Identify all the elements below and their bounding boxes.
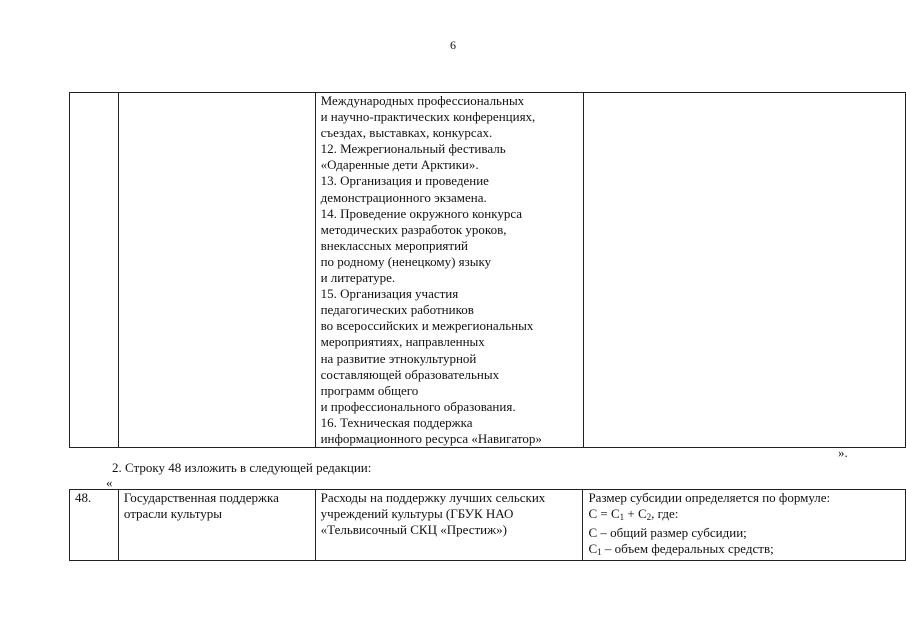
continuation-table bbox=[69, 92, 906, 448]
activity-line: и литературе. bbox=[320, 270, 396, 286]
activity-line: на развитие этнокультурной bbox=[320, 350, 477, 366]
row-number: 48. bbox=[70, 490, 119, 561]
activity-line: 15. Организация участия bbox=[320, 286, 459, 302]
row-expense-line: «Тельвисочный СКЦ «Престиж») bbox=[320, 522, 507, 538]
activity-line: 13. Организация и проведение bbox=[320, 173, 489, 189]
activity-line: и профессионального образования. bbox=[320, 398, 516, 414]
activity-line: во всероссийских и межрегиональных bbox=[320, 318, 534, 334]
activity-line: методических разработок уроков, bbox=[320, 221, 507, 237]
activity-line: педагогических работников bbox=[320, 302, 474, 318]
row-expense-cell bbox=[315, 490, 583, 561]
row-expense-line: Расходы на поддержку лучших сельских bbox=[320, 490, 546, 505]
activity-line: 16. Техническая поддержка bbox=[320, 414, 473, 430]
row-title-cell bbox=[118, 490, 315, 561]
activity-line: по родному (ненецкому) языку bbox=[320, 253, 492, 269]
row-title-line: Государственная поддержка bbox=[123, 490, 279, 505]
row-formula-cell bbox=[583, 490, 906, 561]
activity-line: 14. Проведение окружного конкурса bbox=[320, 205, 523, 221]
amendment-table bbox=[69, 489, 906, 561]
activity-line: демонстрационного экзамена. bbox=[320, 189, 487, 205]
formula-definition: $С_1$ – объем федеральных средств; bbox=[588, 541, 774, 558]
activity-line: «Одаренные дети Арктики». bbox=[320, 157, 479, 173]
activity-line: и научно-практических конференциях, bbox=[320, 109, 536, 125]
table-row bbox=[70, 490, 906, 561]
row-title-line: отрасли культуры bbox=[123, 506, 222, 522]
activity-line: информационного ресурса «Навигатор» bbox=[320, 430, 542, 446]
opening-quote: « bbox=[106, 475, 113, 490]
activity-line: 12. Межрегиональный фестиваль bbox=[320, 141, 506, 157]
activity-line: составляющей образовательных bbox=[320, 366, 500, 382]
formula-intro: Размер субсидии определяется по формуле: bbox=[588, 490, 831, 505]
table-row bbox=[70, 93, 906, 448]
amendment-instruction: 2. Строку 48 изложить в следующей редакции: bbox=[112, 460, 372, 475]
table-cell-formula bbox=[583, 93, 905, 448]
activity-line: мероприятиях, направленных bbox=[320, 334, 485, 350]
row-expense-line: учреждений культуры (ГБУК НАО bbox=[320, 506, 514, 522]
activity-line: Международных профессиональных bbox=[320, 93, 525, 108]
closing-quote: ». bbox=[838, 445, 848, 460]
formula-definition: С – общий размер субсидии; bbox=[588, 525, 747, 541]
page-number: 6 bbox=[450, 38, 456, 52]
activity-line: программ общего bbox=[320, 382, 419, 398]
activity-line: внеклассных мероприятий bbox=[320, 237, 468, 253]
formula-line: $С = С_1 + С_2$, где: bbox=[588, 506, 679, 523]
table-cell-number bbox=[70, 93, 119, 448]
table-cell-name bbox=[118, 93, 315, 448]
table-cell-activities bbox=[315, 93, 583, 448]
activity-line: съездах, выставках, конкурсах. bbox=[320, 125, 493, 141]
